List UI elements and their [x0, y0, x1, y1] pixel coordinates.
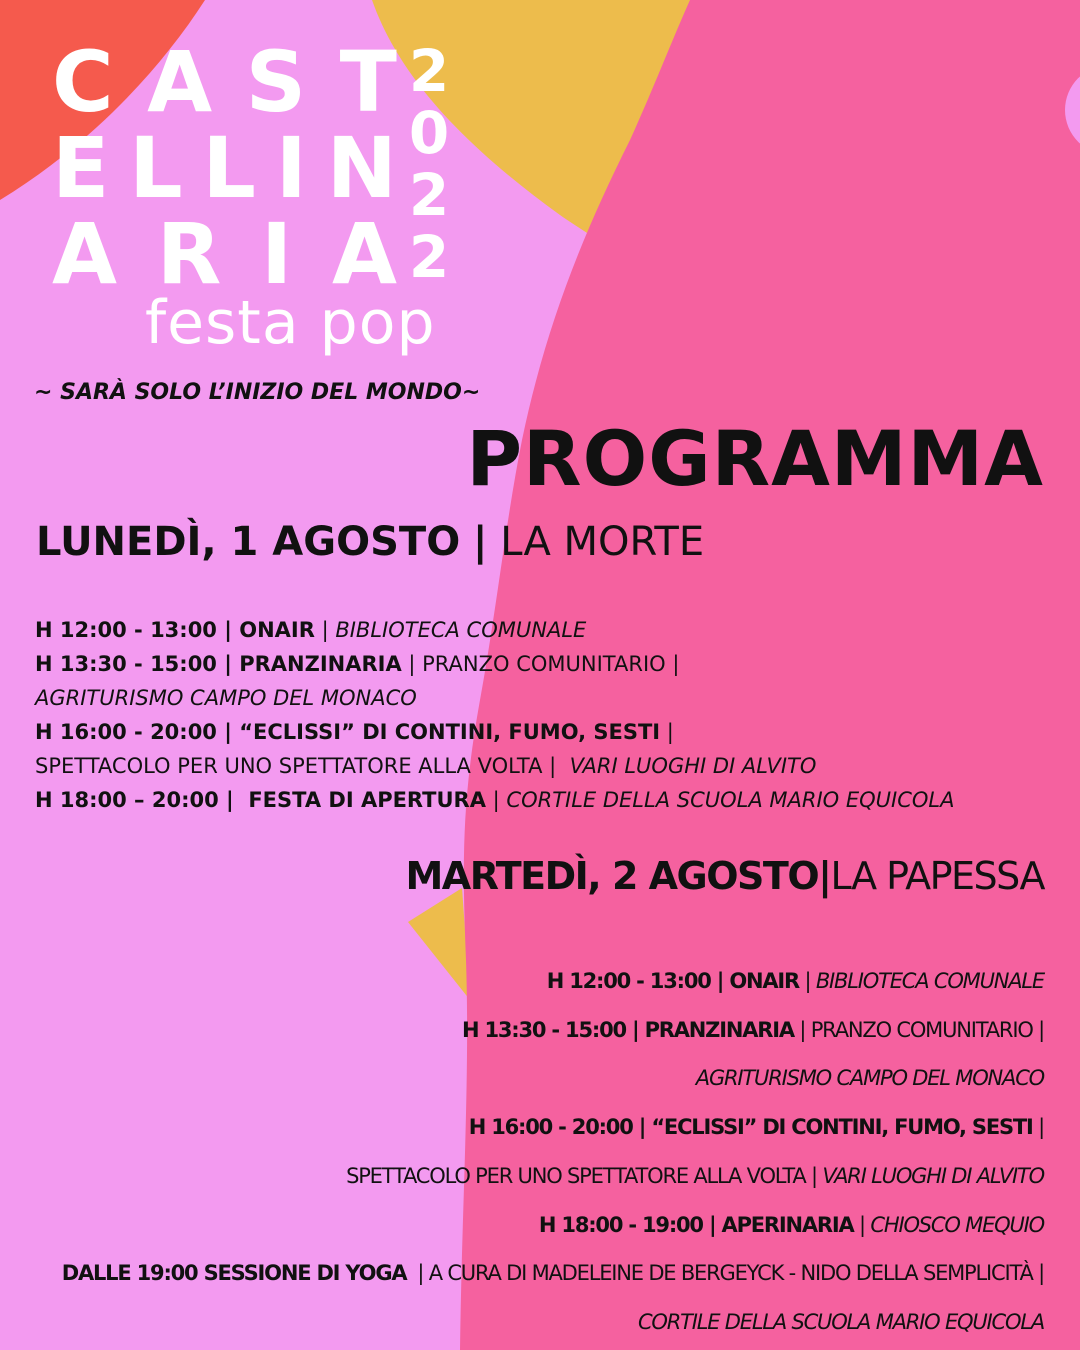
schedule-venue-text: AGRITURISMO CAMPO DEL MONACO [35, 686, 417, 710]
schedule-line [35, 647, 1065, 681]
schedule-bold-text: H 13:30 - 15:00 | [35, 652, 240, 676]
day-card-name: LA PAPESSA [830, 854, 1044, 898]
schedule-line [24, 1103, 1044, 1152]
schedule-line [24, 957, 1044, 1006]
schedule-line [35, 715, 1065, 749]
day-heading-1 [36, 516, 704, 568]
day-heading-2 [405, 850, 1044, 902]
schedule-bold-text: H 18:00 - 19:00 | [538, 1212, 722, 1237]
page-title: PROGRAMMA [466, 414, 1044, 503]
schedule-venue-text: CORTILE DELLA SCUOLA MARIO EQUICOLA [637, 1309, 1044, 1334]
logo-year [405, 37, 453, 291]
day-2-schedule [24, 957, 1044, 1347]
schedule-line [24, 1298, 1044, 1347]
logo-letter: R [156, 205, 222, 303]
schedule-bold-text: H 16:00 - 20:00 | [468, 1115, 652, 1140]
logo-letter: I [275, 119, 307, 217]
schedule-text: | PRANZO COMUNITARIO | [793, 1017, 1044, 1042]
logo-letter: N [326, 119, 397, 217]
schedule-text: | [485, 788, 507, 812]
logo-letter: A [52, 205, 118, 303]
schedule-bold-text: H 12:00 - 13:00 | [546, 969, 730, 993]
schedule-bold-text: “ECLISSI” DI CONTINI, FUMO, SESTI [651, 1115, 1033, 1140]
schedule-bold-text: ONAIR [729, 969, 800, 993]
logo-letter: T [339, 33, 397, 131]
schedule-bold-text: FESTA DI APERTURA [248, 788, 486, 812]
schedule-bold-text: DALLE 19:00 [61, 1261, 204, 1286]
day-separator: | [472, 519, 488, 565]
day-card-name: LA MORTE [500, 519, 705, 565]
schedule-line [24, 1006, 1044, 1055]
schedule-text: | [853, 1212, 871, 1237]
schedule-line [24, 1249, 1044, 1298]
logo-row-3 [52, 205, 397, 303]
schedule-bold-text: H 16:00 - 20:00 | [35, 720, 240, 744]
schedule-text: SPETTACOLO PER UNO SPETTATORE ALLA VOLTA | [35, 754, 570, 778]
schedule-bold-text: PRANZINARIA [239, 652, 402, 676]
schedule-venue-text: BIBLIOTECA COMUNALE [335, 618, 587, 642]
tagline: ~ SARÀ SOLO L’INIZIO DEL MONDO~ [34, 380, 481, 405]
logo-letter: A [147, 33, 213, 131]
year-digit: 2 [408, 37, 450, 105]
schedule-text: | PRANZO COMUNITARIO | [401, 652, 680, 676]
schedule-bold-text: SESSIONE DI YOGA [203, 1261, 407, 1286]
day-separator: | [818, 854, 831, 898]
schedule-venue-text: VARI LUOGHI DI ALVITO [569, 754, 817, 778]
logo-letter: E [52, 119, 110, 217]
schedule-line [35, 749, 1065, 783]
schedule-venue-text: AGRITURISMO CAMPO DEL MONACO [695, 1066, 1044, 1091]
schedule-venue-text: VARI LUOGHI DI ALVITO [822, 1163, 1044, 1188]
schedule-line [24, 1201, 1044, 1250]
logo-letter: S [245, 33, 307, 131]
year-digit: 0 [408, 99, 450, 167]
schedule-text: | [660, 720, 674, 744]
schedule-bold-text: ONAIR [239, 618, 315, 642]
schedule-text: | [314, 618, 336, 642]
schedule-line [24, 1054, 1044, 1103]
schedule-bold-text: APERINARIA [721, 1212, 854, 1237]
logo-letter: C [52, 33, 114, 131]
logo-row-1 [52, 33, 397, 131]
schedule-line [24, 1152, 1044, 1201]
logo-letter: L [202, 119, 256, 217]
schedule-line [35, 613, 1065, 647]
logo-subtitle: festa pop [145, 288, 436, 358]
schedule-venue-text: BIBLIOTECA COMUNALE [815, 969, 1044, 993]
schedule-line [35, 681, 1065, 715]
schedule-bold-text: PRANZINARIA [644, 1017, 794, 1042]
schedule-bold-text: H 13:30 - 15:00 | [461, 1017, 645, 1042]
year-digit: 2 [408, 223, 450, 291]
schedule-bold-text: “ECLISSI” DI CONTINI, FUMO, SESTI [239, 720, 661, 744]
logo-letter: I [261, 205, 293, 303]
day-1-schedule [35, 613, 1065, 817]
schedule-text: | A CURA DI MADELEINE DE BERGEYCK - NIDO DELLA SEMPLICITÀ | [406, 1261, 1044, 1286]
schedule-venue-text: CORTILE DELLA SCUOLA MARIO EQUICOLA [506, 788, 955, 812]
day-date: LUNEDÌ, 1 AGOSTO [36, 519, 461, 565]
schedule-bold-text: H 18:00 – 20:00 | [35, 788, 249, 812]
schedule-venue-text: CHIOSCO MEQUIO [870, 1212, 1044, 1237]
schedule-text: | [799, 969, 816, 993]
logo-letter: L [129, 119, 183, 217]
schedule-text: SPETTACOLO PER UNO SPETTATORE ALLA VOLTA | [346, 1163, 823, 1188]
day-date: MARTEDÌ, 2 AGOSTO [405, 854, 819, 898]
year-digit: 2 [408, 161, 450, 229]
schedule-bold-text: H 12:00 - 13:00 | [35, 618, 240, 642]
logo-letter: A [331, 205, 397, 303]
schedule-line [35, 783, 1065, 817]
schedule-text: | [1032, 1115, 1044, 1140]
logo-row-2 [52, 119, 397, 217]
